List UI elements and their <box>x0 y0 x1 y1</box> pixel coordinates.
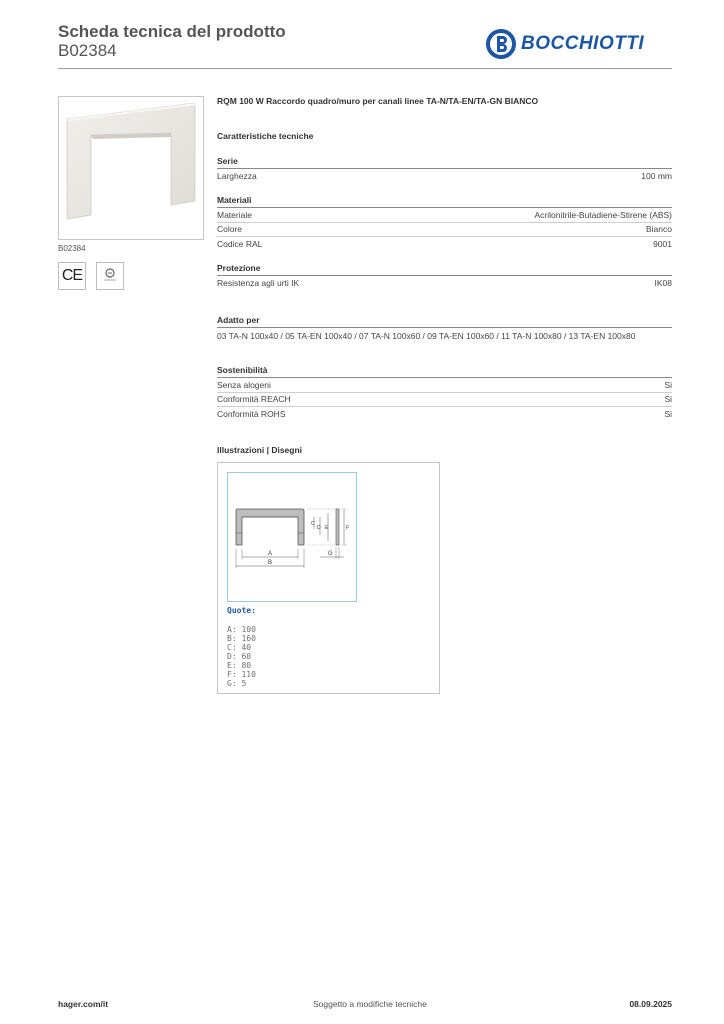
page-title: Scheda tecnica del prodotto <box>58 22 286 41</box>
spec-label: Resistenza agli urti IK <box>217 278 300 289</box>
imq-mark-icon <box>99 265 121 287</box>
spec-label: Conformità REACH <box>217 394 291 405</box>
spec-group-serie <box>217 156 672 184</box>
spec-value: Si <box>664 409 672 420</box>
spec-value: IK08 <box>654 278 672 289</box>
quote-list <box>227 625 256 688</box>
brand-name: BOCCHIOTTI <box>521 33 645 54</box>
group-heading: Materiali <box>217 195 672 208</box>
spec-row <box>217 276 672 291</box>
spec-label: Materiale <box>217 209 252 220</box>
specs-heading: Caratteristiche tecniche <box>217 131 314 141</box>
spec-value: Si <box>664 394 672 405</box>
spec-label: Codice RAL <box>217 239 263 250</box>
dim-d-label: D <box>317 525 321 531</box>
quote-item: G: 5 <box>227 679 247 688</box>
dim-c-label: C <box>311 521 315 527</box>
dim-g-label: G <box>328 551 333 557</box>
group-heading: Sostenibilità <box>217 365 672 378</box>
spec-row <box>217 208 672 223</box>
group-heading: Protezione <box>217 263 672 276</box>
drawing-frame <box>227 472 357 602</box>
spec-row <box>217 393 672 408</box>
quote-item: E: 80 <box>227 661 252 670</box>
spec-row <box>217 378 672 393</box>
spec-value: Acrilonitrile-Butadiene-Stirene (ABS) <box>534 209 672 220</box>
quote-item: A: 100 <box>227 625 256 634</box>
spec-label: Colore <box>217 224 243 235</box>
group-heading: Adatto per <box>217 315 672 328</box>
spec-group-sostenibilita <box>217 365 672 422</box>
quote-title: Quote: <box>227 606 256 615</box>
compatible-products: 03 TA-N 100x40 / 05 TA-EN 100x40 / 07 TA-N 100x60 / 09 TA-EN 100x60 / 11 TA-N 100x80 / 13 TA-EN 100x80 <box>217 331 636 341</box>
certification-icon <box>96 262 124 290</box>
ce-label: CE <box>61 267 83 284</box>
quote-item: C: 40 <box>227 643 252 652</box>
header-divider <box>58 68 672 69</box>
image-caption: B02384 <box>58 244 86 253</box>
dim-e-label: E <box>325 525 329 531</box>
spec-group-materiali <box>217 195 672 252</box>
spec-value: 100 mm <box>641 171 672 182</box>
dimension-drawing <box>228 473 356 601</box>
spec-row <box>217 223 672 238</box>
ce-mark-icon <box>58 262 86 290</box>
spec-group-protezione <box>217 263 672 291</box>
spec-group-adatto <box>217 315 672 342</box>
spec-label: Larghezza <box>217 171 257 182</box>
spec-value: Si <box>664 379 672 390</box>
brand-logo[interactable] <box>486 28 666 60</box>
footer-date: 08.09.2025 <box>629 999 672 1009</box>
dim-b-label: B <box>267 560 273 566</box>
spec-label: Senza alogeni <box>217 379 271 390</box>
footer-website-link[interactable]: hager.com/it <box>58 999 109 1009</box>
spec-value: 9001 <box>653 239 672 250</box>
product-photo <box>59 97 203 239</box>
product-code: B02384 <box>58 41 117 60</box>
spec-label: Conformità ROHS <box>217 409 286 420</box>
quote-item: D: 60 <box>227 652 252 661</box>
product-name: RQM 100 W Raccordo quadro/muro per canali linee TA-N/TA-EN/TA-GN BIANCO <box>217 96 539 106</box>
footer-disclaimer: Soggetto a modifiche tecniche <box>313 999 427 1009</box>
quote-item: F: 110 <box>227 670 256 679</box>
dim-f-label: F <box>346 525 350 531</box>
technical-drawing <box>217 462 440 694</box>
dim-a-label: A <box>267 551 273 557</box>
bocchiotti-logo-icon <box>486 29 516 59</box>
spec-row <box>217 169 672 184</box>
spec-row <box>217 237 672 252</box>
quote-item: B: 160 <box>227 634 256 643</box>
product-image <box>58 96 204 240</box>
spec-value: Bianco <box>646 224 672 235</box>
spec-row <box>217 407 672 422</box>
drawings-heading: Illustrazioni | Disegni <box>217 445 303 455</box>
group-heading: Serie <box>217 156 672 169</box>
